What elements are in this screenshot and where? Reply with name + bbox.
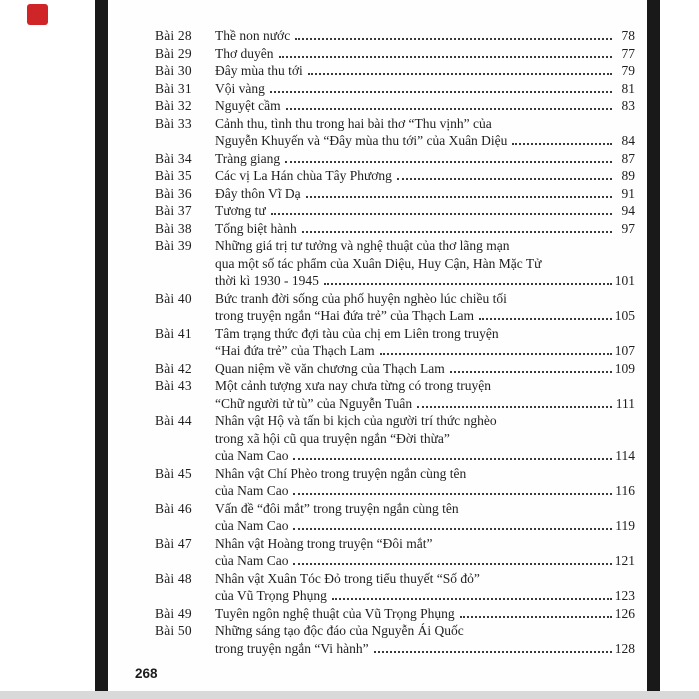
toc-entry-title-line: Một cảnh tượng xưa nay chưa từng có trong truyện [215, 378, 491, 393]
toc-entry-page: 77 [621, 45, 635, 61]
dotted-leader [306, 196, 612, 198]
table-of-contents [108, 27, 647, 657]
toc-entry-label: Bài 39 [155, 238, 192, 253]
toc-entry-title-line: trong xã hội cũ qua truyện ngắn “Đời thừa” [215, 430, 450, 446]
toc-entry-label: Bài 49 [155, 605, 192, 621]
toc-entry [155, 325, 635, 360]
toc-entry-label: Bài 31 [155, 80, 192, 96]
toc-entry-label: Bài 46 [155, 500, 192, 516]
toc-entry-body [215, 290, 635, 325]
toc-entry-body [215, 27, 635, 45]
dotted-leader [293, 563, 611, 565]
toc-entry-body [215, 325, 635, 360]
toc-entry-title: Đây thôn Vĩ Dạ [215, 185, 301, 201]
toc-entry-body [215, 167, 635, 185]
scan-bottom-shadow [0, 691, 699, 699]
dotted-leader [279, 56, 612, 58]
toc-entry [155, 570, 635, 605]
toc-entry [155, 202, 635, 220]
toc-entry-label: Bài 43 [155, 378, 192, 393]
dotted-leader [302, 231, 612, 233]
toc-entry-title: Tuyên ngôn nghệ thuật của Vũ Trọng Phụng [215, 605, 455, 621]
toc-entry-label: Bài 44 [155, 413, 192, 428]
toc-entry [155, 535, 635, 570]
dotted-leader [374, 651, 612, 653]
toc-entry [155, 167, 635, 185]
toc-entry [155, 605, 635, 623]
toc-entry-label: Bài 47 [155, 535, 192, 551]
toc-entry-page: 83 [621, 98, 635, 113]
toc-entry-body [215, 185, 635, 203]
toc-entry [155, 80, 635, 98]
toc-entry-label: Bài 33 [155, 115, 192, 131]
toc-entry-title-line: Nhân vật Hoàng trong truyện “Đôi mắt” [215, 535, 433, 551]
toc-entry [155, 220, 635, 238]
page-right-edge [647, 0, 660, 691]
toc-entry-label: Bài 50 [155, 623, 192, 638]
toc-entry-body [215, 570, 635, 605]
dotted-leader [270, 91, 612, 93]
toc-entry-title-line: Nhân vật Hộ và tấn bi kịch của người trí thức nghèo [215, 413, 497, 428]
dotted-leader [293, 458, 612, 460]
toc-entry-page: 111 [615, 395, 635, 411]
toc-entry-title-line: Tâm trạng thức đợi tàu của chị em Liên trong truyện [215, 325, 499, 341]
toc-entry-label: Bài 48 [155, 570, 192, 586]
toc-entry-title: Tràng giang [215, 150, 281, 166]
toc-entry-title-line: Những giá trị tư tưởng và nghệ thuật của thơ lãng mạn [215, 238, 510, 253]
toc-entry [155, 500, 635, 535]
toc-entry-title: Thề non nước [215, 28, 291, 43]
toc-entry-title: Tống biệt hành [215, 220, 297, 236]
toc-entry [155, 360, 635, 378]
toc-entry-label: Bài 36 [155, 185, 192, 201]
dotted-leader [285, 161, 612, 163]
toc-entry-list [155, 27, 635, 657]
toc-entry-title: Đây mùa thu tới [215, 63, 303, 78]
toc-entry-title: của Nam Cao [215, 483, 289, 498]
toc-entry-title: trong truyện ngắn “Vi hành” [215, 640, 369, 656]
toc-entry-page: 81 [621, 80, 635, 96]
toc-entry-label: Bài 38 [155, 220, 192, 236]
toc-entry-page: 126 [614, 605, 635, 621]
toc-entry-title-line: Cảnh thu, tình thu trong hai bài thơ “Thu vịnh” của [215, 115, 492, 131]
dotted-leader [512, 143, 612, 145]
toc-entry-title: “Chữ người tử tù” của Nguyễn Tuân [215, 395, 413, 411]
toc-entry-body [215, 115, 635, 150]
dotted-leader [308, 73, 612, 75]
toc-entry-title: Vội vàng [215, 80, 265, 96]
dotted-leader [324, 283, 612, 285]
toc-entry-page: 101 [614, 273, 635, 288]
toc-entry-title-line: qua một số tác phẩm của Xuân Diệu, Huy Cận, Hàn Mặc Tử [215, 255, 542, 271]
toc-entry-body [215, 500, 635, 535]
toc-entry-title-line: Bức tranh đời sống của phố huyện nghèo lúc chiều tối [215, 290, 507, 306]
toc-entry-page: 84 [621, 133, 635, 148]
red-corner-mark [27, 4, 48, 25]
toc-entry-body [215, 605, 635, 623]
page-left-edge [95, 0, 108, 691]
dotted-leader [286, 108, 612, 110]
toc-entry-label: Bài 30 [155, 63, 192, 78]
toc-entry [155, 412, 635, 465]
toc-entry-title: Nguyệt cầm [215, 98, 281, 113]
toc-entry-body [215, 80, 635, 98]
toc-entry-page: 107 [614, 343, 635, 358]
toc-entry-page: 123 [614, 588, 635, 603]
toc-entry-label: Bài 34 [155, 150, 192, 166]
dotted-leader [460, 616, 612, 618]
dotted-leader [380, 353, 612, 355]
dotted-leader [271, 213, 612, 215]
toc-entry [155, 62, 635, 80]
toc-entry-body [215, 202, 635, 220]
toc-entry-title-line: Nhân vật Xuân Tóc Đỏ trong tiểu thuyết “Số đỏ” [215, 570, 480, 586]
toc-entry-body [215, 220, 635, 238]
toc-entry-title: Thơ duyên [215, 45, 274, 61]
dotted-leader [397, 178, 612, 180]
toc-entry-body [215, 237, 635, 290]
toc-entry-title-line: Nhân vật Chí Phèo trong truyện ngắn cùng tên [215, 465, 467, 481]
dotted-leader [479, 318, 612, 320]
toc-entry-body [215, 45, 635, 63]
toc-entry [155, 27, 635, 45]
toc-entry-page: 94 [621, 203, 635, 218]
toc-entry-body [215, 622, 635, 657]
toc-entry-page: 87 [621, 150, 635, 166]
toc-entry-body [215, 377, 635, 412]
toc-entry-title-line: Những sáng tạo độc đáo của Nguyễn Ái Quốc [215, 623, 464, 638]
toc-entry-body [215, 62, 635, 80]
toc-entry-label: Bài 28 [155, 28, 192, 43]
toc-entry-title: Quan niệm về văn chương của Thạch Lam [215, 360, 445, 376]
toc-entry [155, 185, 635, 203]
toc-entry-title: Các vị La Hán chùa Tây Phương [215, 168, 392, 183]
dotted-leader [332, 598, 612, 600]
toc-entry-title: “Hai đứa trẻ” của Thạch Lam [215, 343, 375, 358]
toc-entry-label: Bài 35 [155, 168, 192, 183]
toc-entry-page: 109 [614, 360, 635, 376]
toc-entry-title: trong truyện ngắn “Hai đứa trẻ” của Thạch Lam [215, 308, 474, 323]
toc-entry-label: Bài 40 [155, 290, 192, 306]
dotted-leader [295, 38, 612, 40]
toc-entry-body [215, 535, 635, 570]
toc-entry-label: Bài 42 [155, 360, 192, 376]
toc-entry-title: Nguyễn Khuyến và “Đây mùa thu tới” của Xuân Diệu [215, 133, 508, 148]
toc-entry-page: 78 [621, 28, 635, 43]
toc-entry-body [215, 412, 635, 465]
toc-entry [155, 377, 635, 412]
toc-entry-title: của Nam Cao [215, 518, 289, 533]
toc-entry-page: 119 [615, 518, 635, 533]
toc-entry [155, 290, 635, 325]
toc-entry-page: 116 [615, 483, 635, 498]
toc-entry [155, 97, 635, 115]
toc-entry-label: Bài 29 [155, 45, 192, 61]
toc-entry-page: 121 [614, 553, 635, 568]
dotted-leader [450, 371, 612, 373]
toc-entry [155, 45, 635, 63]
toc-entry-page: 128 [614, 640, 635, 656]
footer-page-number: 268 [135, 666, 158, 681]
toc-entry-label: Bài 45 [155, 465, 192, 481]
toc-entry-title: của Vũ Trọng Phụng [215, 588, 327, 603]
toc-entry-body [215, 150, 635, 168]
toc-entry [155, 465, 635, 500]
toc-entry-label: Bài 37 [155, 203, 192, 218]
toc-entry-body [215, 360, 635, 378]
toc-entry-page: 79 [621, 63, 635, 78]
toc-entry-label: Bài 41 [155, 325, 192, 341]
toc-entry-title: của Nam Cao [215, 448, 289, 463]
dotted-leader [417, 406, 612, 408]
toc-entry-page: 105 [614, 308, 635, 323]
toc-entry-title: của Nam Cao [215, 553, 289, 568]
dotted-leader [293, 493, 612, 495]
toc-entry [155, 622, 635, 657]
toc-entry-label: Bài 32 [155, 98, 192, 113]
toc-entry [155, 115, 635, 150]
toc-entry-page: 114 [615, 448, 635, 463]
toc-entry-page: 89 [621, 168, 635, 183]
toc-entry [155, 237, 635, 290]
toc-entry [155, 150, 635, 168]
toc-entry-title: thời kì 1930 - 1945 [215, 273, 319, 288]
toc-entry-body [215, 465, 635, 500]
toc-entry-body [215, 97, 635, 115]
toc-entry-title-line: Vấn đề “đôi mắt” trong truyện ngắn cùng tên [215, 500, 459, 516]
toc-entry-page: 97 [621, 220, 635, 236]
dotted-leader [293, 528, 612, 530]
toc-entry-title: Tương tư [215, 203, 266, 218]
toc-entry-page: 91 [621, 185, 635, 201]
